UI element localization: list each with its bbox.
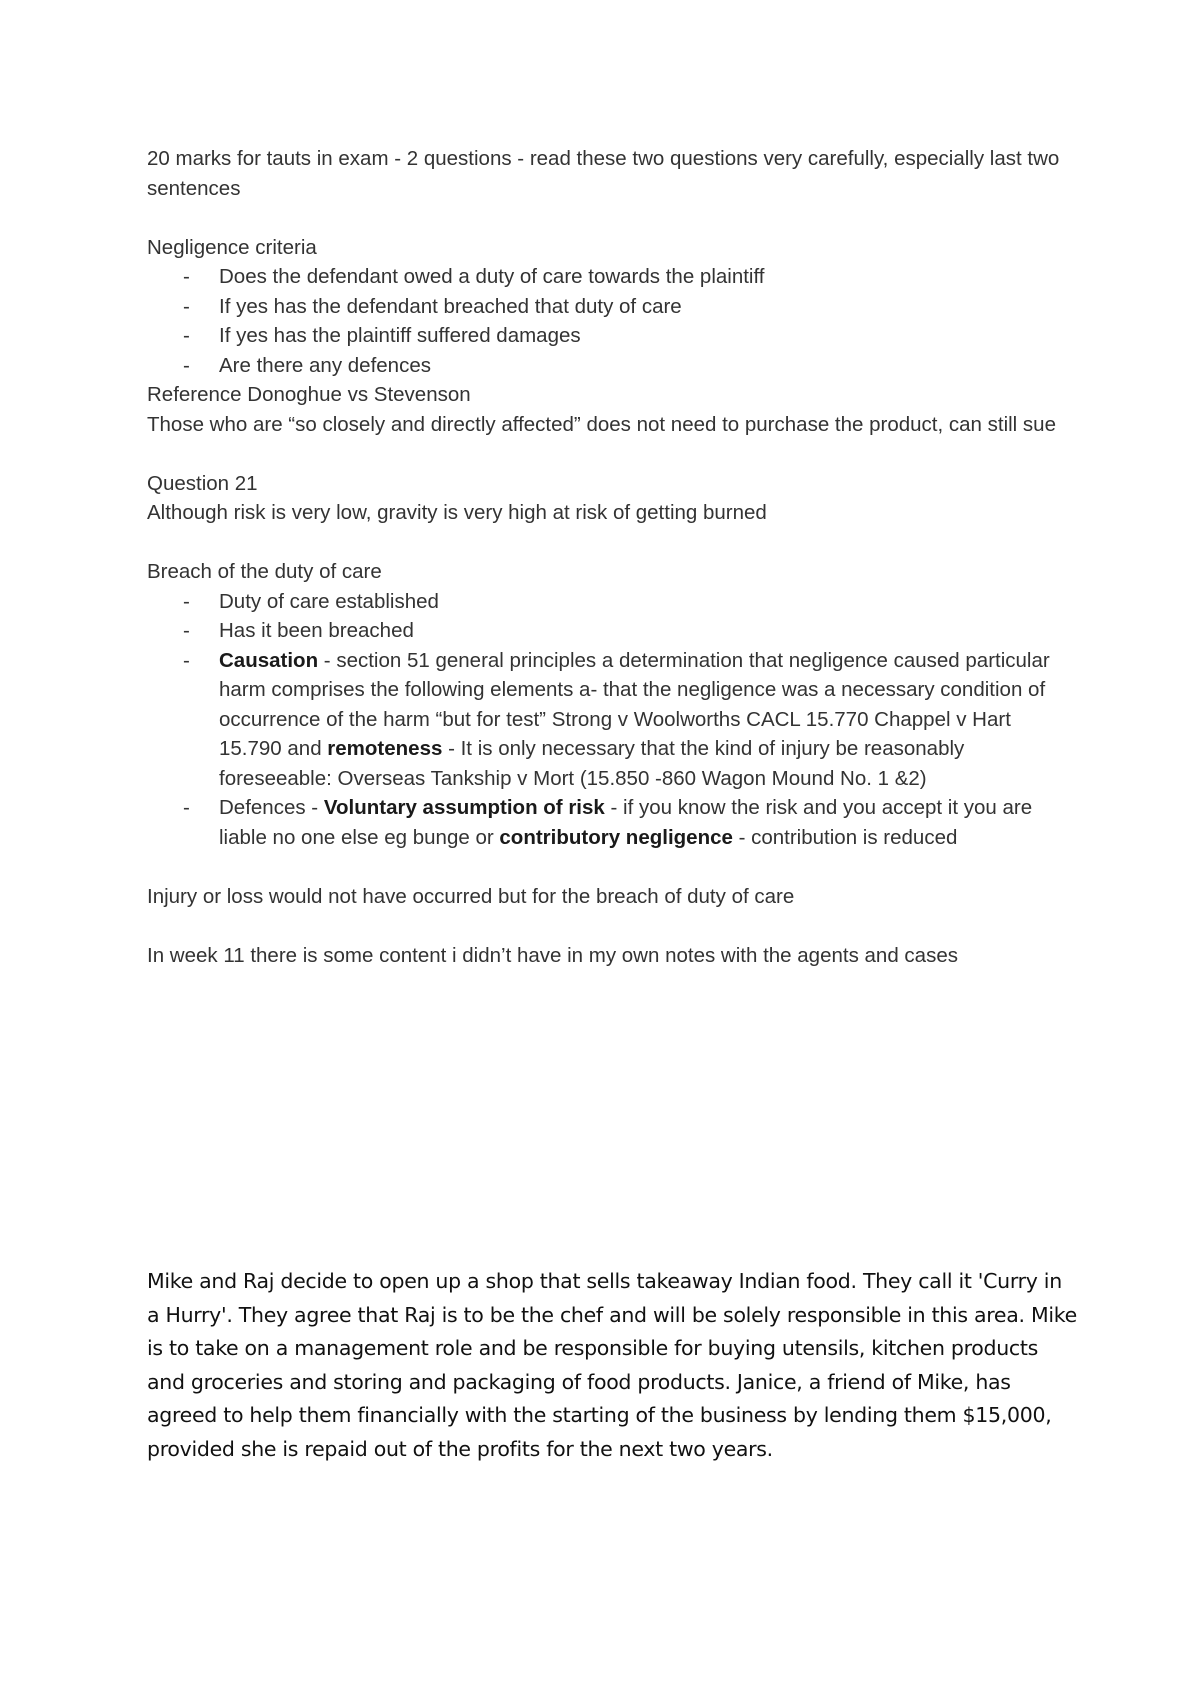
- breach-heading: Breach of the duty of care: [147, 560, 382, 583]
- list-item: [147, 587, 1077, 617]
- affected-paragraph: Those who are “so closely and directly affected” does not need to purchase the product, can still sue: [147, 412, 1056, 436]
- negligence-criteria-list: [147, 262, 1077, 380]
- dash-bullet: -: [183, 589, 190, 613]
- lecture-notes: [147, 144, 1077, 970]
- case-scenario: [147, 1265, 1077, 1466]
- contributory-negligence-text: - contribution is reduced: [732, 825, 958, 849]
- contributory-negligence-term: contributory negligence: [499, 825, 733, 849]
- causation-term: Causation: [219, 648, 319, 672]
- breach-list: [147, 587, 1077, 853]
- list-item-text: Does the defendant owed a duty of care towards the plaintiff: [219, 265, 765, 288]
- list-item: [147, 262, 1077, 292]
- spacer: [147, 852, 1077, 882]
- spacer: [147, 439, 1077, 469]
- list-item-text: If yes has the defendant breached that duty of care: [219, 294, 682, 318]
- list-item-text: Duty of care established: [219, 589, 439, 613]
- list-item-text: Has it been breached: [219, 619, 414, 642]
- question-heading: Question 21: [147, 471, 258, 495]
- negligence-heading: Negligence criteria: [147, 235, 317, 259]
- list-item: [147, 616, 1077, 646]
- dash-bullet: -: [183, 619, 190, 642]
- dash-bullet: -: [183, 353, 190, 377]
- remoteness-text: - It is only necessary that the kind of injury be reasonably foreseeable: Overseas Tankship v Mort (15.850 -860 Wagon Mound No. 1 &2): [219, 737, 965, 790]
- list-item-text: If yes has the plaintiff suffered damages: [219, 324, 581, 347]
- causation-text: - section 51 general principles a determination that negligence caused particular harm comprises the following elements a- that the negligence was a necessary condition of occurrence of the harm “but for test” Strong v Woolworths CACL 15.770 Chappel v Hart 15.790 and: [219, 648, 1050, 760]
- injury-paragraph: Injury or loss would not have occurred but for the breach of duty of care: [147, 884, 795, 908]
- list-item: [147, 646, 1077, 794]
- reference-line: Reference Donoghue vs Stevenson: [147, 383, 471, 406]
- dash-bullet: -: [183, 648, 190, 672]
- defences-lead: Defences -: [219, 796, 324, 819]
- week11-paragraph: In week 11 there is some content i didn’t have in my own notes with the agents and cases: [147, 943, 958, 967]
- list-item: [147, 793, 1077, 852]
- list-item-text: Are there any defences: [219, 353, 431, 377]
- dash-bullet: -: [183, 324, 190, 347]
- spacer: [147, 528, 1077, 558]
- question-text: Although risk is very low, gravity is very high at risk of getting burned: [147, 501, 767, 524]
- intro-paragraph: 20 marks for tauts in exam - 2 questions - read these two questions very carefully, especially last two sentences: [147, 147, 1060, 200]
- remoteness-term: remoteness: [327, 737, 443, 760]
- voluntary-assumption-term: Voluntary assumption of risk: [323, 796, 605, 819]
- spacer: [147, 203, 1077, 233]
- list-item: [147, 351, 1077, 381]
- dash-bullet: -: [183, 796, 190, 819]
- dash-bullet: -: [183, 294, 190, 318]
- scenario-paragraph: Mike and Raj decide to open up a shop that sells takeaway Indian food. They call it 'Curry in a Hurry'. They agree that Raj is to be the chef and will be solely responsible in this area. Mike is to take on a management role and be responsible for buying utensils, kitchen products and groceries and storing and packaging of food products. Janice, a friend of Mike, has agreed to help them financially with the starting of the business by lending them $15,000, provided she is repaid out of the profits for the next two years.: [147, 1269, 1077, 1461]
- spacer: [147, 911, 1077, 941]
- dash-bullet: -: [183, 265, 190, 288]
- list-item: [147, 321, 1077, 351]
- voluntary-assumption-text: - if you know the risk and you accept it you are liable no one else eg bunge or: [219, 796, 1033, 849]
- list-item: [147, 292, 1077, 322]
